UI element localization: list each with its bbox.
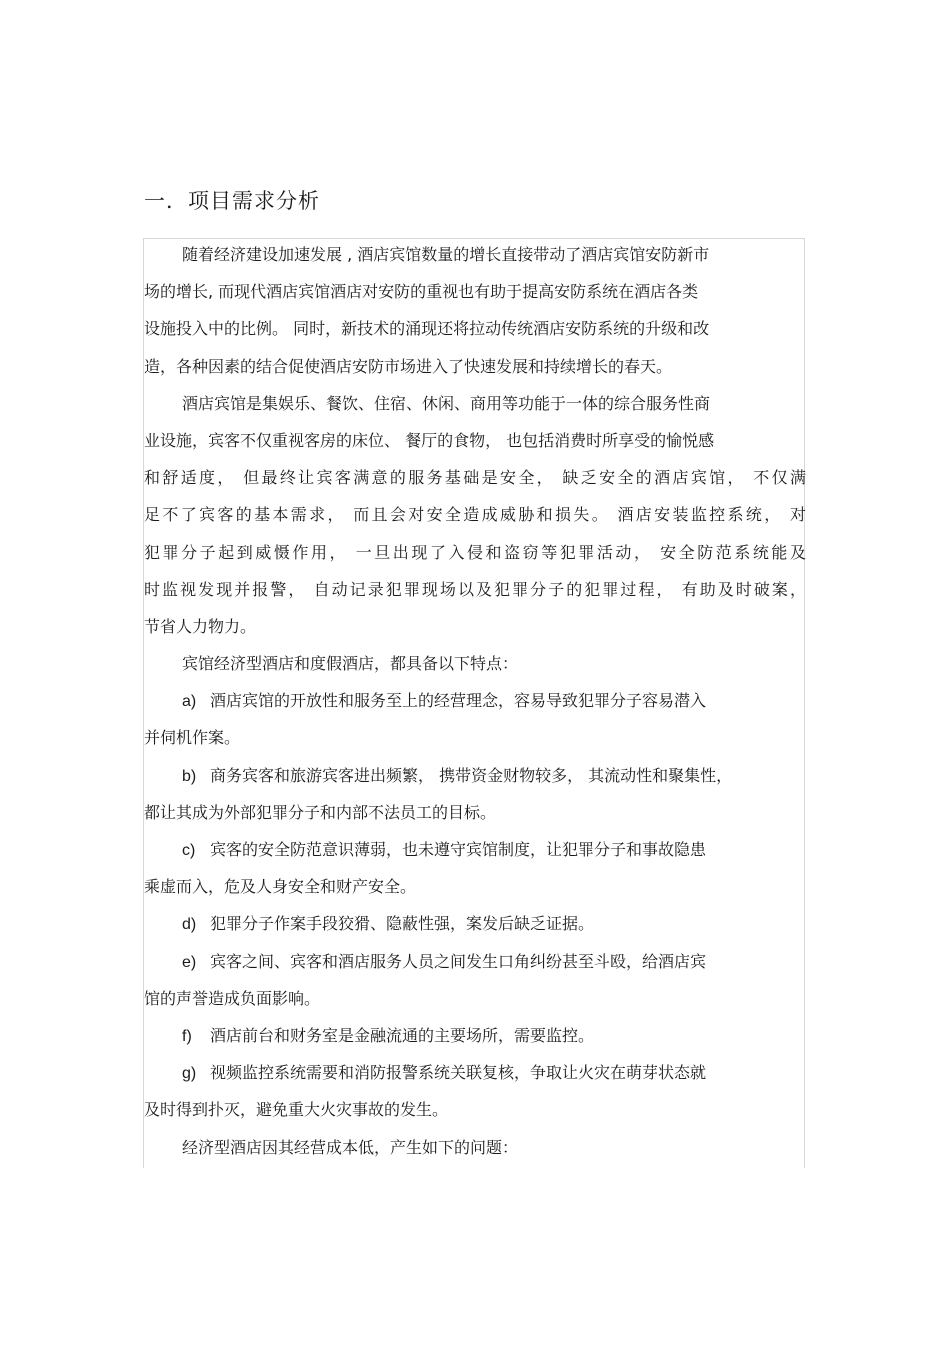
paragraph-line bbox=[144, 496, 806, 533]
line-text: 犯罪分子起到威慑作用， 一旦出现了入侵和盗窃等犯罪活动， 安全防范系统能及 bbox=[144, 542, 806, 562]
line-text: 及时得到扑灭，避免重大火灾事故的发生。 bbox=[144, 1100, 449, 1120]
paragraph-line bbox=[144, 571, 806, 608]
paragraph-line bbox=[144, 273, 806, 310]
list-item-line bbox=[144, 682, 806, 719]
list-item-line bbox=[144, 1054, 806, 1091]
list-marker: g) bbox=[182, 1065, 197, 1083]
list-item-line bbox=[144, 943, 806, 980]
section-heading: 一．项目需求分析 bbox=[144, 189, 320, 213]
line-text: 商务宾客和旅游宾客进出频繁， 携带资金财物较多， 其流动性和聚集性， bbox=[210, 765, 733, 785]
paragraph-line bbox=[144, 236, 806, 273]
line-text: 酒店宾馆的开放性和服务至上的经营理念，容易导致犯罪分子容易潜入 bbox=[210, 691, 707, 711]
line-text: 时监视发现并报警， 自动记录犯罪现场以及犯罪分子的犯罪过程， 有助及时破案， bbox=[144, 579, 806, 599]
list-item-line bbox=[144, 1017, 806, 1054]
paragraph-line bbox=[144, 310, 806, 347]
paragraph-line bbox=[144, 422, 806, 459]
line-text: 业设施，宾客不仅重视客房的床位、 餐厅的食物， 也包括消费时所享受的愉悦感 bbox=[144, 430, 715, 450]
line-text: 宾馆经济型酒店和度假酒店，都具备以下特点： bbox=[182, 654, 519, 674]
line-text: 足不了宾客的基本需求， 而且会对安全造成威胁和损失。 酒店安装监控系统， 对 bbox=[144, 505, 806, 525]
list-marker: d) bbox=[182, 916, 197, 934]
line-text: 设施投入中的比例。 同时，新技术的涌现还将拉动传统酒店安防系统的升级和改 bbox=[144, 319, 710, 339]
paragraph-line bbox=[144, 459, 806, 496]
list-marker: a) bbox=[182, 693, 197, 711]
line-text: 都让其成为外部犯罪分子和内部不法员工的目标。 bbox=[144, 802, 497, 822]
paragraph-line bbox=[144, 608, 806, 645]
paragraph-line bbox=[144, 719, 806, 756]
paragraph-line bbox=[144, 1129, 806, 1166]
list-item-line bbox=[144, 757, 806, 794]
list-item-line bbox=[144, 831, 806, 868]
list-marker: e) bbox=[182, 953, 197, 971]
paragraph-line bbox=[144, 645, 806, 682]
paragraph-line bbox=[144, 980, 806, 1017]
line-text: 酒店前台和财务室是金融流通的主要场所，需要监控。 bbox=[210, 1025, 595, 1045]
line-text: 犯罪分子作案手段狡猾、隐蔽性强，案发后缺乏证据。 bbox=[210, 914, 595, 934]
line-text: 和舒适度， 但最终让宾客满意的服务基础是安全， 缺乏安全的酒店宾馆， 不仅满 bbox=[144, 468, 806, 488]
line-text: 场的增长, 而现代酒店宾馆酒店对安防的重视也有助于提高安防系统在酒店各类 bbox=[144, 282, 699, 302]
line-text: 造，各种因素的结合促使酒店安防市场进入了快速发展和持续增长的春天。 bbox=[144, 356, 673, 376]
paragraph-line bbox=[144, 385, 806, 422]
line-text: 经济型酒店因其经营成本低，产生如下的问题： bbox=[182, 1137, 519, 1157]
list-marker: f) bbox=[182, 1027, 192, 1045]
body-text bbox=[144, 236, 806, 1166]
line-text: 并伺机作案。 bbox=[144, 728, 241, 748]
paragraph-line bbox=[144, 534, 806, 571]
line-text: 宾客之间、宾客和酒店服务人员之间发生口角纠纷甚至斗殴，给酒店宾 bbox=[210, 951, 707, 971]
line-text: 馆的声誉造成负面影响。 bbox=[144, 988, 321, 1008]
list-marker: c) bbox=[182, 842, 196, 859]
paragraph-line bbox=[144, 348, 806, 385]
paragraph-line bbox=[144, 794, 806, 831]
line-text: 宾客的安全防范意识薄弱，也未遵守宾馆制度，让犯罪分子和事故隐患 bbox=[210, 840, 707, 859]
paragraph-line bbox=[144, 868, 806, 905]
line-text: 酒店宾馆是集娱乐、餐饮、住宿、休闲、商用等功能于一体的综合服务性商 bbox=[182, 393, 711, 413]
line-text: 节省人力物力。 bbox=[144, 616, 257, 636]
line-text: 随着经济建设加速发展 , 酒店宾馆数量的增长直接带动了酒店宾馆安防新市 bbox=[182, 245, 710, 264]
paragraph-line bbox=[144, 1091, 806, 1128]
line-text: 乘虚而入，危及人身安全和财产安全。 bbox=[144, 877, 417, 897]
list-marker: b) bbox=[182, 767, 197, 785]
line-text: 视频监控系统需要和消防报警系统关联复核，争取让火灾在萌芽状态就 bbox=[210, 1063, 707, 1083]
list-item-line bbox=[144, 905, 806, 942]
